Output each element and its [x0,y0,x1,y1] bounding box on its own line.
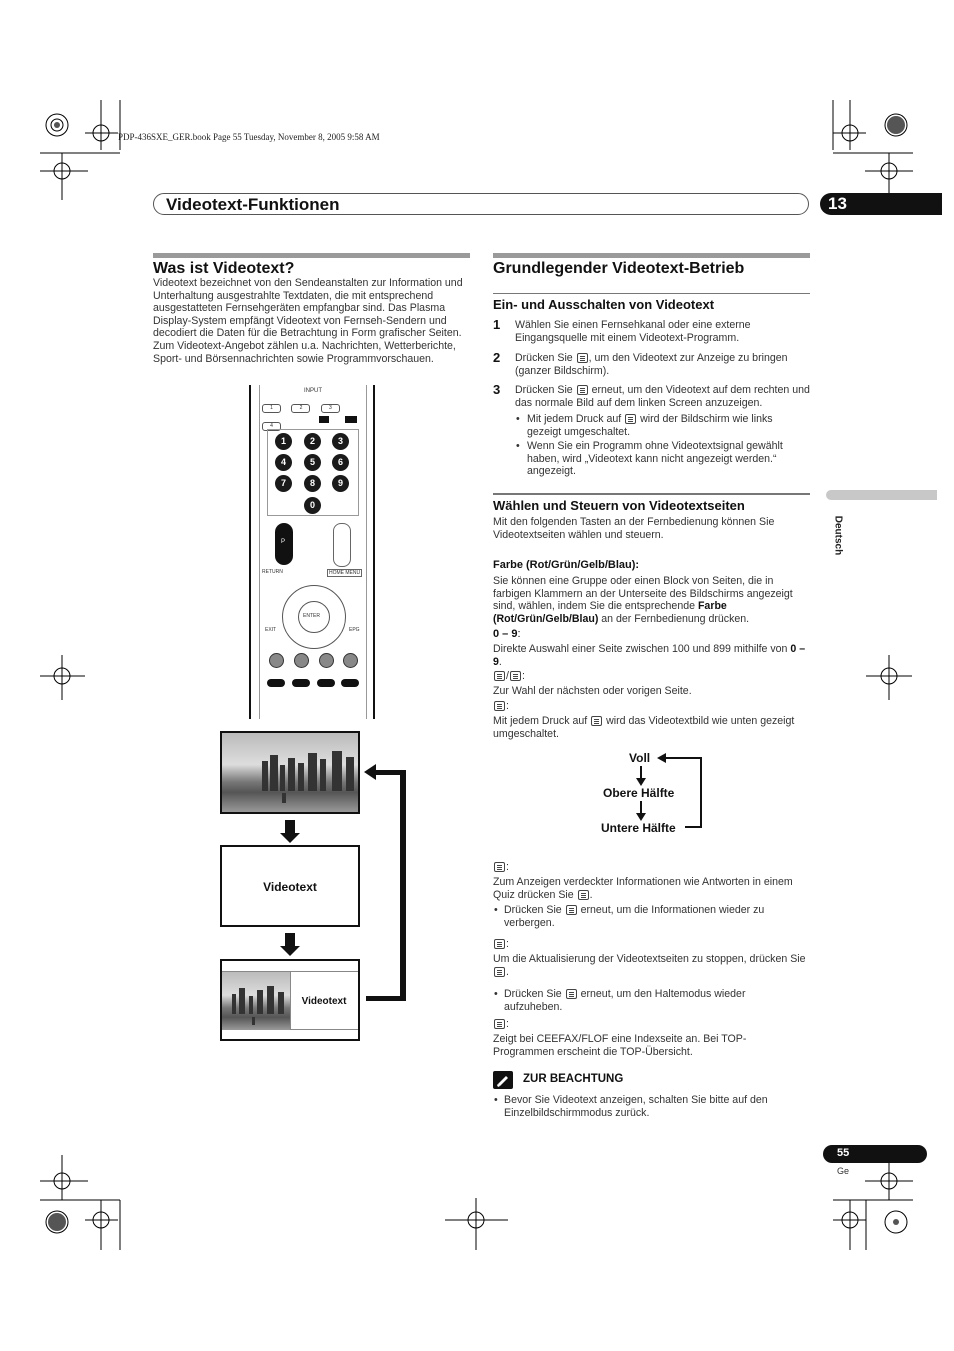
num-button-2[interactable]: 2 [304,433,321,450]
subtitle-icon[interactable] [345,416,357,423]
page-keys: / : [493,670,525,683]
page-down-icon [510,671,521,681]
teletext-button-icon [577,353,588,363]
step-3-text: Drücken Sie erneut, um den Videotext auf dem rechten und das normale Bild auf dem linken Screen anzuzeigen. [515,384,810,409]
page-lang: Ge [837,1166,850,1176]
size-key: : [493,700,509,713]
section2-rule [493,493,810,495]
page-up-icon [494,671,505,681]
step-1-text: Wählen Sie einen Fernsehkanal oder eine externe Eingangsquelle mit einem Videotext-Programm. [515,319,751,344]
step-3-bullet-1: Mit jedem Druck auf wird der Bildschirm wie links gezeigt umgeschaltet. [527,413,773,438]
epg-label: EPG [349,627,360,633]
note-icon [493,1071,513,1089]
return-arrow-head [364,764,376,780]
color-button-yellow[interactable] [319,653,334,668]
meta-line: PDP-436SXE_GER.book Page 55 Tuesday, November 8, 2005 9:58 AM [118,132,380,142]
return-label: RETURN [262,569,283,575]
input-button-3[interactable]: 3 [321,404,340,413]
enter-label[interactable]: ENTER [303,613,320,619]
arrow-down-2 [285,933,295,947]
note-text: Bevor Sie Videotext anzeigen, schalten Sie bitte auf den Einzelbildschirmmodus zurück. [504,1094,768,1119]
color-button-green[interactable] [294,653,309,668]
section2-title: Wählen und Steuern von Videotextseiten [493,498,745,513]
side-tab-bar [826,490,937,500]
page-text: Zur Wahl der nächsten oder vorigen Seite. [493,685,692,697]
bullet-dot: • [494,1094,498,1106]
arrow-down-1 [285,820,295,834]
bullet-dot: • [516,440,520,452]
videotext-full-label: Videotext [263,880,317,894]
right-heading-rule [493,253,810,258]
left-heading-rule [153,253,470,258]
color-title: Farbe (Rot/Grün/Gelb/Blau): [493,559,640,571]
reveal-bullet: Drücken Sie erneut, um die Informationen wieder zu verbergen. [504,904,765,929]
p-label: P [281,539,286,545]
page-number-badge [823,1145,927,1163]
home-menu-label: HOME MENU [329,570,361,576]
tv-picture-box [220,731,360,814]
num-button-7[interactable]: 7 [275,475,292,492]
header-title: Videotext-Funktionen [166,195,340,214]
color-button-blue[interactable] [343,653,358,668]
chapter-number: 13 [828,194,847,213]
side-tab-label: Deutsch [832,515,844,556]
num-button-4[interactable]: 4 [275,454,292,471]
hold-text: Um die Aktualisierung der Videotextseiten zu stoppen, drücken Sie . [493,953,806,978]
reveal-icon [566,905,577,915]
header-bar [153,193,809,215]
reveal-icon [578,890,589,900]
reveal-icon [494,862,505,872]
cycle-untere: Untere Hälfte [601,821,676,835]
left-paragraph: Videotext bezeichnet von den Sendeanstalten zur Information und Unterhaltung ausgestrahlte Textdaten, die mit entsprechend ausgestatteten Fernsehgeräten empfangbar sind. Das Plasma Display-System empfängt Videotext von Fernseh-Sendern und decodiert die Daten für die Betrachtung in Form grafischer Seiten. Zum Videotext-Angebot zählen u.a. Nachrichten, Wetterberichte, Sport- und Börsennachrichten sowie Programmvorschauen. [153,277,463,365]
reveal-key: : [493,861,509,874]
step-1-number: 1 [493,317,501,332]
volume-rocker[interactable] [333,523,351,567]
digits-text: Direkte Auswahl einer Seite zwischen 100 und 899 mithilfe von 0 – 9. [493,643,806,668]
split-videotext-label: Videotext [301,996,347,1007]
exit-label: EXIT [265,627,277,633]
color-text: Sie können eine Gruppe oder einen Block von Seiten, die in farbigen Klammern an der Unterseite des Bildschirms angezeigt sind, wählen, indem Sie die entsprechende Farbe (Rot/Grün/Gelb/Blau) an der Fernbedienung drücken. [493,575,793,625]
bullet-dot: • [516,413,520,425]
split-screen-box [220,959,360,1041]
teletext-button-icon [625,414,636,424]
page-number: 55 [837,1147,850,1159]
teletext-key-1[interactable] [267,679,285,687]
cycle-voll: Voll [629,751,651,765]
arrow-down-2-head [280,946,300,956]
input-button-2[interactable]: 2 [291,404,310,413]
index-icon [494,1019,505,1029]
size-icon [591,716,602,726]
bullet-dot: • [494,988,498,1000]
step-2-text: Drücken Sie , um den Videotext zur Anzeige zu bringen (ganzer Bildschirm). [515,352,788,377]
program-rocker[interactable] [275,523,293,565]
teletext-key-2[interactable] [292,679,310,687]
city-skyline-image [222,733,358,812]
navigation-pad[interactable] [282,585,346,649]
size-text: Mit jedem Druck auf wird das Videotextbild wie unten gezeigt umgeschaltet. [493,715,795,740]
step-2-number: 2 [493,350,501,365]
section1-title: Ein- und Ausschalten von Videotext [493,297,715,312]
cycle-arrows [600,750,710,835]
hold-icon [494,967,505,977]
digits-title: 0 – 9: [493,628,521,640]
teletext-button-icon [577,385,588,395]
num-button-3[interactable]: 3 [332,433,349,450]
videotext-full-box [220,845,360,927]
input-button-4[interactable]: 4 [262,422,281,431]
num-button-1[interactable]: 1 [275,433,292,450]
teletext-key-3[interactable] [317,679,335,687]
note-title: ZUR BEACHTUNG [523,1073,624,1085]
hold-icon [494,939,505,949]
section1-rule [493,293,810,294]
bullet-dot: • [494,904,498,916]
hold-icon [566,989,577,999]
num-button-8[interactable]: 8 [304,475,321,492]
color-button-red[interactable] [269,653,284,668]
arrow-down-1-head [280,833,300,843]
num-button-9[interactable]: 9 [332,475,349,492]
cycle-obere: Obere Hälfte [603,786,675,800]
split-picture [222,972,290,1030]
size-icon [494,701,505,711]
step-3-bullet-2: Wenn Sie ein Programm ohne Videotextsignal gewählt haben, wird „Videotext kann nicht angezeigt werden.“ angezeigt. [527,440,783,478]
teletext-key-4[interactable] [341,679,359,687]
num-button-0[interactable]: 0 [304,497,321,514]
left-heading: Was ist Videotext? [153,260,295,277]
index-key: : [493,1018,509,1031]
right-heading: Grundlegender Videotext-Betrieb [493,260,745,277]
section2-intro: Mit den folgenden Tasten an der Fernbedienung können Sie Videotextseiten wählen und steuern. [493,516,775,541]
num-button-6[interactable]: 6 [332,454,349,471]
remote-input-label: INPUT [304,388,322,394]
index-text: Zeigt bei CEEFAX/FLOF eine Indexseite an. Bei TOP-Programmen erscheint die TOP-Übersicht. [493,1033,747,1058]
step-3-number: 3 [493,382,501,397]
hold-bullet: Drücken Sie erneut, um den Haltemodus wieder aufzuheben. [504,988,746,1013]
hold-key: : [493,938,509,951]
remote-control [249,385,375,719]
teletext-icon[interactable] [319,416,329,423]
input-button-1[interactable]: 1 [262,404,281,413]
num-button-5[interactable]: 5 [304,454,321,471]
chapter-badge [820,193,942,215]
reveal-text: Zum Anzeigen verdeckter Informationen wie Antworten in einem Quiz drücken Sie . [493,876,793,901]
